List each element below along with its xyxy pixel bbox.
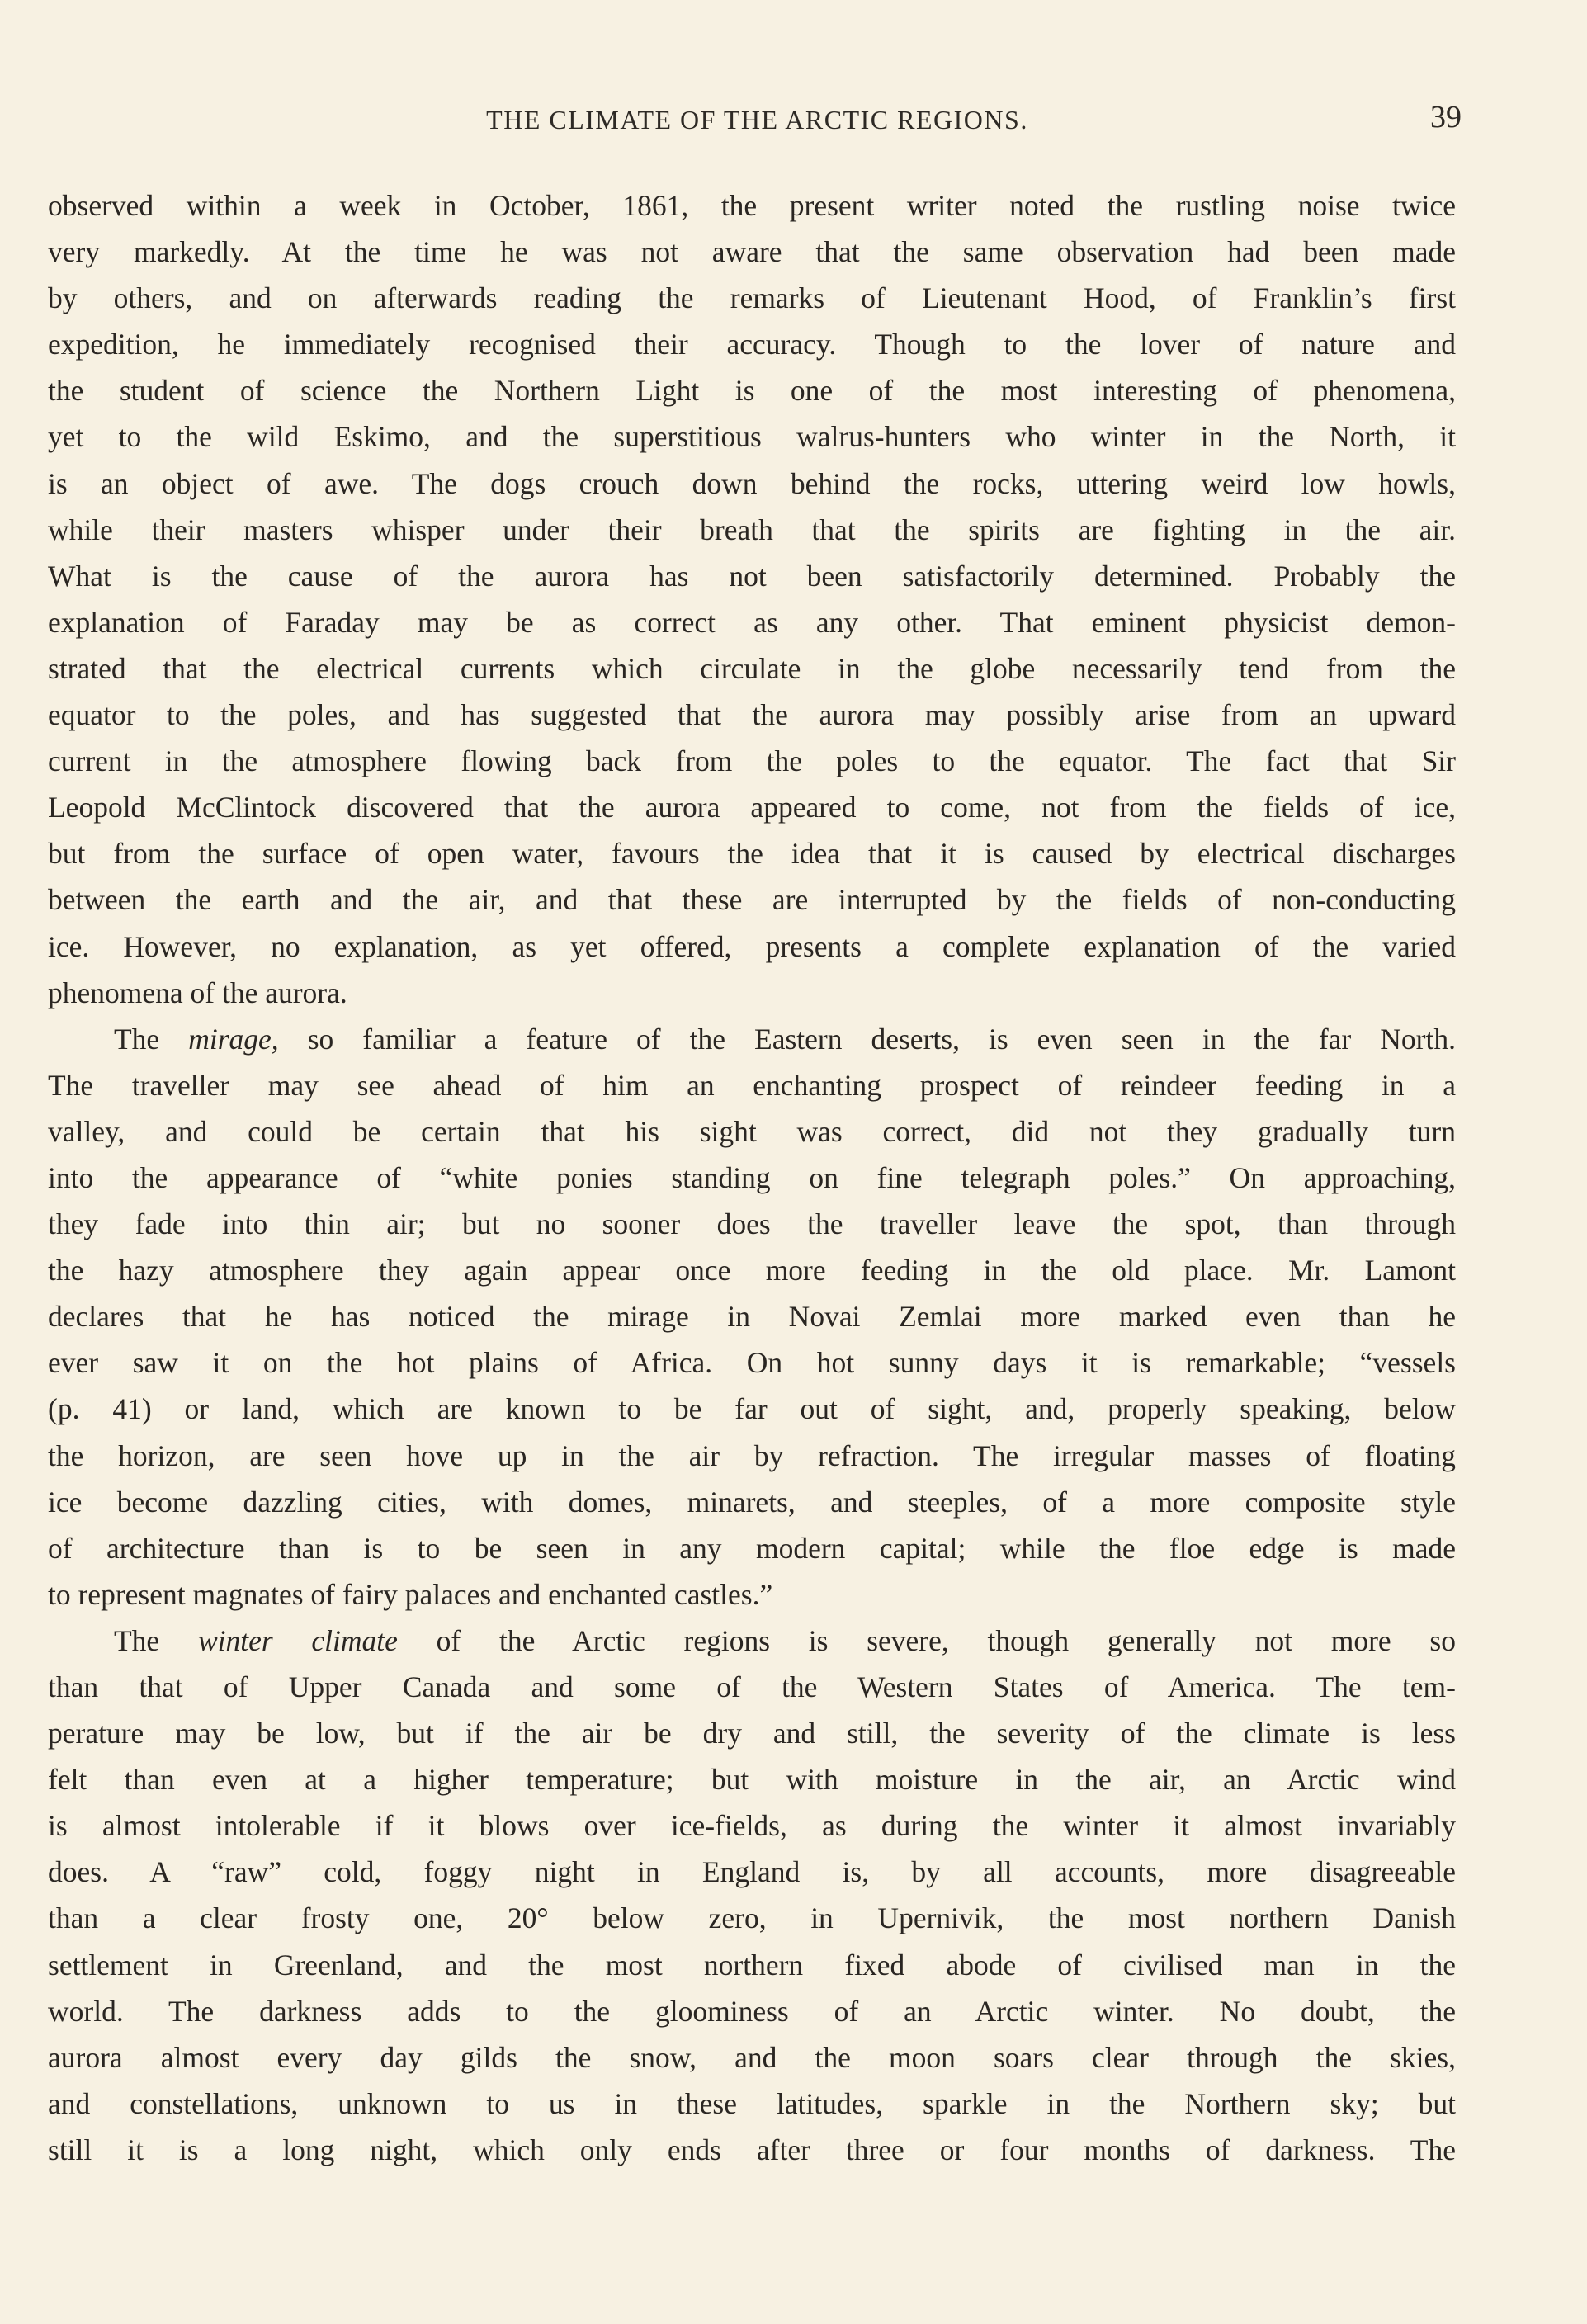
text-line: than that of Upper Canada and some of the Western States of America. The tem- [48, 1670, 1456, 1703]
text-line: equator to the poles, and has suggested that the aurora may possibly arise from an upward [48, 698, 1456, 732]
line-text-after: so familiar a feature of the Eastern deserts, is even seen in the far North. [278, 1022, 1456, 1056]
text-line: of architecture than is to be seen in any modern capital; while the floe edge is made [48, 1531, 1456, 1565]
text-line: Leopold McClintock discovered that the aurora appeared to come, not from the fields of ice, [48, 791, 1456, 824]
body-text [48, 182, 1456, 2173]
text-line: The traveller may see ahead of him an enchanting prospect of reindeer feeding in a [48, 1068, 1456, 1102]
text-line [48, 1618, 1456, 1664]
text-line: explanation of Faraday may be as correct as any other. That eminent physicist demon- [48, 605, 1456, 639]
text-line [48, 1016, 1456, 1062]
text-line: yet to the wild Eskimo, and the superstitious walrus-hunters who winter in the North, it [48, 420, 1456, 454]
text-line: but from the surface of open water, favours the idea that it is caused by electrical discharges [48, 837, 1456, 871]
text-line: while their masters whisper under their breath that the spirits are fighting in the air. [48, 513, 1456, 546]
text-line: the horizon, are seen hove up in the air by refraction. The irregular masses of floating [48, 1438, 1456, 1472]
text-line: observed within a week in October, 1861, the present writer noted the rustling noise twice [48, 189, 1456, 222]
text-line: and constellations, unknown to us in these latitudes, sparkle in the Northern sky; but [48, 2086, 1456, 2120]
line-text-after: of the Arctic regions is severe, though generally not more so [397, 1623, 1456, 1657]
page-number: 39 [1430, 100, 1462, 135]
text-line: world. The darkness adds to the gloominess of an Arctic winter. No doubt, the [48, 1994, 1456, 2028]
text-line: they fade into thin air; but no sooner does the traveller leave the spot, than through [48, 1207, 1456, 1241]
text-line: the student of science the Northern Light is one of the most interesting of phenomena, [48, 374, 1456, 408]
page-header [53, 99, 1462, 140]
text-line: settlement in Greenland, and the most northern fixed abode of civilised man in the [48, 1948, 1456, 1982]
text-line: very markedly. At the time he was not aware that the same observation had been made [48, 235, 1456, 269]
text-line: is almost intolerable if it blows over ice-fields, as during the winter it almost invariably [48, 1809, 1456, 1843]
text-line: valley, and could be certain that his sight was correct, did not they gradually turn [48, 1114, 1456, 1148]
text-line: declares that he has noticed the mirage in Novai Zemlai more marked even than he [48, 1300, 1456, 1334]
text-line: than a clear frosty one, 20° below zero, in Upernivik, the most northern Danish [48, 1901, 1456, 1935]
text-line: ever saw it on the hot plains of Africa. On hot sunny days it is remarkable; “vessels [48, 1346, 1456, 1380]
text-line: felt than even at a higher temperature; but with moisture in the air, an Arctic wind [48, 1763, 1456, 1797]
text-line: expedition, he immediately recognised their accuracy. Though to the lover of nature and [48, 328, 1456, 361]
text-line: is an object of awe. The dogs crouch down behind the rocks, uttering weird low howls, [48, 466, 1456, 500]
text-line: by others, and on afterwards reading the remarks of Lieutenant Hood, of Franklin’s first [48, 281, 1456, 315]
text-line: What is the cause of the aurora has not been satisfactorily determined. Probably the [48, 559, 1456, 593]
text-line: perature may be low, but if the air be dry and still, the severity of the climate is less [48, 1717, 1456, 1750]
text-line: into the appearance of “white ponies standing on fine telegraph poles.” On approaching, [48, 1160, 1456, 1194]
text-line: current in the atmosphere flowing back from the poles to the equator. The fact that Sir [48, 744, 1456, 778]
text-line: ice become dazzling cities, with domes, minarets, and steeples, of a more composite style [48, 1485, 1456, 1519]
text-line: phenomena of the aurora. [48, 975, 347, 1009]
text-line: to represent magnates of fairy palaces and enchanted castles.” [48, 1577, 773, 1611]
text-line: (p. 41) or land, which are known to be far out of sight, and, properly speaking, below [48, 1392, 1456, 1426]
italic-term: winter climate [197, 1623, 398, 1657]
text-line: does. A “raw” cold, foggy night in England is, by all accounts, more disagreeable [48, 1855, 1456, 1889]
text-line: between the earth and the air, and that these are interrupted by the fields of non-conducting [48, 883, 1456, 917]
line-text-before: The [114, 1623, 198, 1657]
line-text-before: The [114, 1022, 189, 1056]
text-line: aurora almost every day gilds the snow, and the moon soars clear through the skies, [48, 2040, 1456, 2074]
italic-term: mirage, [188, 1022, 279, 1056]
text-line: ice. However, no explanation, as yet offered, presents a complete explanation of the varied [48, 929, 1456, 963]
text-line: strated that the electrical currents which circulate in the globe necessarily tend from the [48, 651, 1456, 685]
text-line: still it is a long night, which only ends after three or four months of darkness. The [48, 2133, 1456, 2166]
running-head: THE CLIMATE OF THE ARCTIC REGIONS. [486, 104, 1028, 135]
text-line: the hazy atmosphere they again appear once more feeding in the old place. Mr. Lamont [48, 1254, 1456, 1287]
